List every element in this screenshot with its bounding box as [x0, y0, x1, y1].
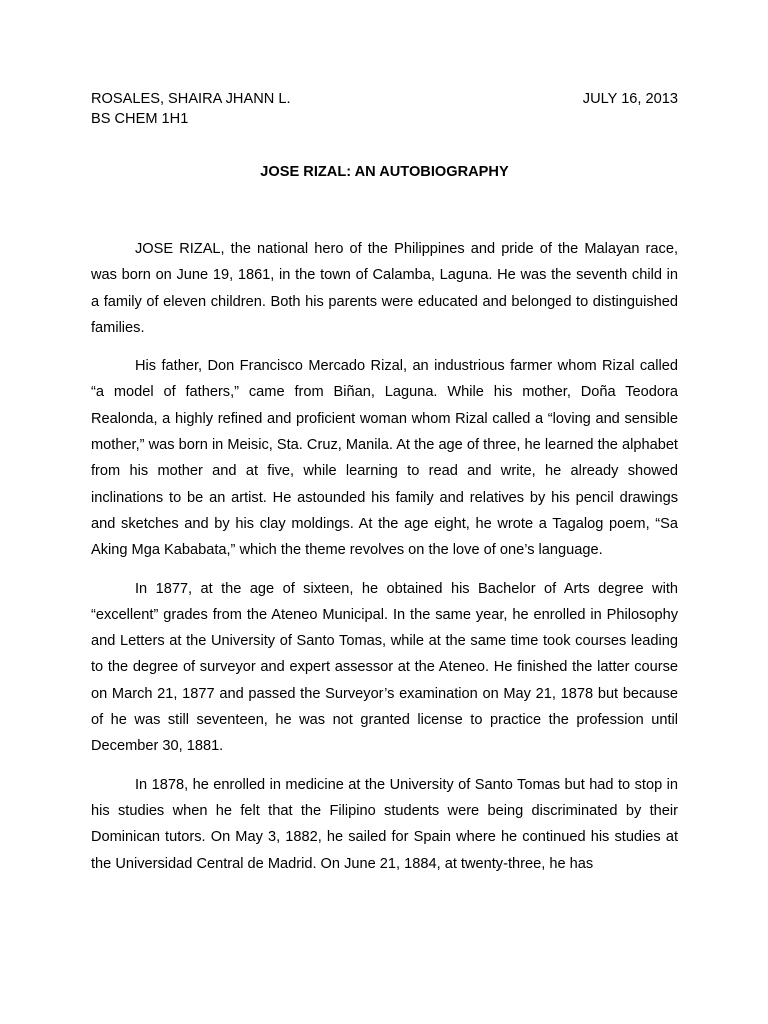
- paragraph-2: His father, Don Francisco Mercado Rizal, an industrious farmer whom Rizal called “a model of fathers,” came from Biñan, Laguna. While his mother, Doña Teodora Realonda, a highly refined and proficient woman whom Rizal called a “loving and sensible mother,” was born in Meisic, Sta. Cruz, Manila. At the age of three, he learned the alphabet from his mother and at five, while learning to read and write, he already showed inclinations to be an artist. He astounded his family and relatives by his pencil drawings and sketches and by his clay moldings. At the age eight, he wrote a Tagalog poem, “Sa Aking Mga Kababata,” which the theme revolves on the love of one’s language.: [91, 358, 678, 559]
- paragraph-1: JOSE RIZAL, the national hero of the Philippines and pride of the Malayan race, was born on June 19, 1861, in the town of Calamba, Laguna. He was the seventh child in a family of eleven children. Both his parents were educated and belonged to distinguished families.: [91, 241, 678, 336]
- document-body: [91, 236, 678, 889]
- document-date: JULY 16, 2013: [582, 91, 678, 107]
- document-header: [91, 89, 678, 129]
- header-row-1: [91, 89, 678, 109]
- document-title: JOSE RIZAL: AN AUTOBIOGRAPHY: [260, 164, 509, 180]
- paragraph-4: In 1878, he enrolled in medicine at the University of Santo Tomas but had to stop in his studies when he felt that the Filipino students were being discriminated by their Dominican tutors. On May 3, 1882, he sailed for Spain where he continued his studies at the Universidad Central de Madrid. On June 21, 1884, at twenty-three, he has: [91, 776, 678, 872]
- header-row-2: [91, 109, 678, 129]
- course-section: BS CHEM 1H1: [91, 111, 189, 127]
- student-name: ROSALES, SHAIRA JHANN L.: [91, 91, 291, 107]
- paragraph-3: In 1877, at the age of sixteen, he obtained his Bachelor of Arts degree with “excellent” grades from the Ateneo Municipal. In the same year, he enrolled in Philosophy and Letters at the University of Santo Tomas, while at the same time took courses leading to the degree of surveyor and expert assessor at the Ateneo. He finished the latter course on March 21, 1877 and passed the Surveyor’s examination on May 21, 1878 but because of he was still seventeen, he was not granted license to practice the profession until December 30, 1881.: [91, 580, 678, 755]
